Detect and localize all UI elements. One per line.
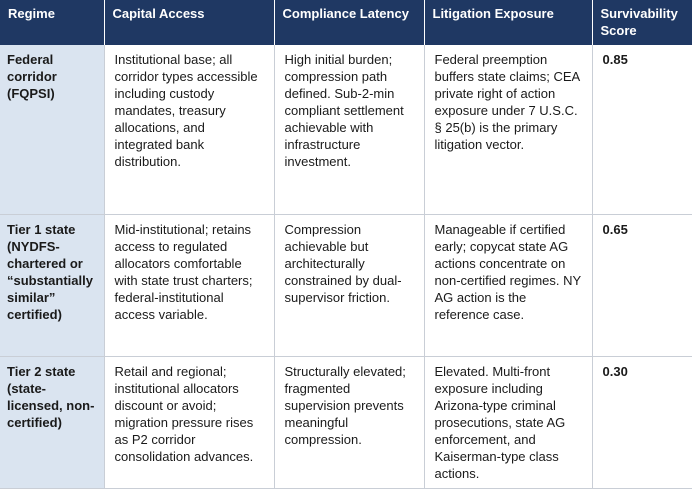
- survivability-score-cell: 0.85: [592, 45, 692, 215]
- compliance-latency-cell: Compression achievable but architecturally constrained by dual-supervisor friction.: [274, 215, 424, 357]
- header-row: [0, 0, 692, 45]
- litigation-exposure-cell: Federal preemption buffers state claims; CEA private right of action exposure under 7 U.S.C. § 25(b) is the primary litigation vector.: [424, 45, 592, 215]
- capital-access-cell: Mid-institutional; retains access to regulated allocators comfortable with state trust charters; federal-institutional access variable.: [104, 215, 274, 357]
- litigation-exposure-cell: Manageable if certified early; copycat state AG actions concentrate on non-certified regimes. NY AG action is the reference case.: [424, 215, 592, 357]
- compliance-latency-cell: Structurally elevated; fragmented supervision prevents meaningful compression.: [274, 357, 424, 489]
- header-capital-access: Capital Access: [104, 0, 274, 45]
- regime-cell: Tier 1 state (NYDFS-chartered or “substantially similar” certified): [0, 215, 104, 357]
- capital-access-cell: Institutional base; all corridor types accessible including custody mandates, treasury allocations, and integrated bank distribution.: [104, 45, 274, 215]
- survivability-score-cell: 0.30: [592, 357, 692, 489]
- table-row: [0, 45, 692, 215]
- compliance-latency-cell: High initial burden; compression path defined. Sub-2-min compliant settlement achievable with infrastructure investment.: [274, 45, 424, 215]
- table-row: [0, 357, 692, 489]
- survivability-score-cell: 0.65: [592, 215, 692, 357]
- capital-access-cell: Retail and regional; institutional allocators discount or avoid; migration pressure rises as P2 corridor consolidation advances.: [104, 357, 274, 489]
- header-compliance-latency: Compliance Latency: [274, 0, 424, 45]
- header-regime: Regime: [0, 0, 104, 45]
- litigation-exposure-cell: Elevated. Multi-front exposure including Arizona-type criminal prosecutions, state AG enforcement, and Kaiserman-type class actions.: [424, 357, 592, 489]
- header-litigation-exposure: Litigation Exposure: [424, 0, 592, 45]
- regime-cell: Tier 2 state (state-licensed, non-certified): [0, 357, 104, 489]
- header-survivability-score: Survivability Score: [592, 0, 692, 45]
- table-row: [0, 215, 692, 357]
- regime-cell: Federal corridor (FQPSI): [0, 45, 104, 215]
